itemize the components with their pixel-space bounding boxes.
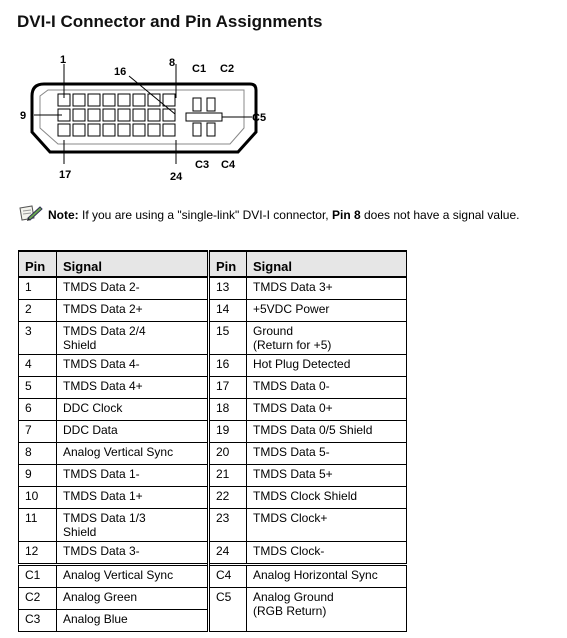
signal-line: TMDS Data 5- bbox=[253, 445, 330, 459]
signal-line: TMDS Data 5+ bbox=[253, 467, 333, 481]
signal-name: Analog Green bbox=[57, 588, 209, 610]
dvi-i-connector-diagram bbox=[0, 46, 300, 196]
pin-number: 12 bbox=[19, 542, 57, 565]
signal-name: Analog Vertical Sync bbox=[57, 565, 209, 588]
pin-number: 19 bbox=[209, 421, 247, 443]
pin-number: 23 bbox=[209, 509, 247, 542]
signal-name bbox=[247, 277, 407, 300]
signal-name bbox=[57, 421, 209, 443]
signal-line: TMDS Data 0- bbox=[253, 379, 330, 393]
pin-socket bbox=[103, 94, 115, 106]
signal-name bbox=[57, 355, 209, 377]
signal-line: (Return for +5) bbox=[253, 338, 332, 352]
pin-number: 1 bbox=[19, 277, 57, 300]
signal-line: TMDS Data 2- bbox=[63, 280, 140, 294]
pin-number: 16 bbox=[209, 355, 247, 377]
pin-socket bbox=[88, 124, 100, 136]
pin-socket bbox=[118, 94, 130, 106]
pin-number: 10 bbox=[19, 487, 57, 509]
pin-number: 20 bbox=[209, 443, 247, 465]
pin-number: 4 bbox=[19, 355, 57, 377]
pin-socket bbox=[133, 124, 145, 136]
note-pencil-icon bbox=[18, 204, 44, 225]
pin-number: C2 bbox=[19, 588, 57, 610]
note-text-after: does not have a signal value. bbox=[360, 208, 520, 222]
pin-number: 24 bbox=[209, 542, 247, 565]
pin-socket bbox=[118, 124, 130, 136]
pin-socket bbox=[148, 124, 160, 136]
header-signal-2: Signal bbox=[247, 251, 407, 277]
pin-label-17: 17 bbox=[59, 169, 72, 181]
pin-label-9: 9 bbox=[20, 110, 27, 122]
pin-number: C5 bbox=[209, 588, 247, 632]
signal-name bbox=[57, 377, 209, 399]
signal-line: Ground bbox=[253, 324, 294, 338]
pin-label-c2: C2 bbox=[220, 63, 235, 75]
pin-number: 2 bbox=[19, 300, 57, 322]
signal-name bbox=[247, 421, 407, 443]
signal-name bbox=[247, 542, 407, 565]
pin-socket bbox=[133, 109, 145, 121]
signal-name bbox=[247, 443, 407, 465]
single-link-note bbox=[18, 204, 563, 225]
pin-number: 6 bbox=[19, 399, 57, 421]
signal-line: Shield bbox=[63, 525, 97, 539]
pin-socket bbox=[118, 109, 130, 121]
header-pin: Pin bbox=[19, 251, 57, 277]
signal-name bbox=[57, 399, 209, 421]
pin-label-1: 1 bbox=[60, 54, 67, 66]
table-header-row bbox=[19, 251, 407, 277]
table-row bbox=[19, 465, 407, 487]
table-row bbox=[19, 509, 407, 542]
pin-number: C4 bbox=[209, 565, 247, 588]
signal-name bbox=[247, 377, 407, 399]
table-row bbox=[19, 443, 407, 465]
pin-label-c1: C1 bbox=[192, 63, 207, 75]
pin-number: 11 bbox=[19, 509, 57, 542]
signal-name bbox=[57, 277, 209, 300]
signal-name bbox=[247, 588, 407, 632]
pin-socket bbox=[103, 109, 115, 121]
signal-name bbox=[247, 355, 407, 377]
signal-line: Analog Ground bbox=[253, 590, 334, 604]
note-label: Note: bbox=[48, 208, 79, 222]
pin-socket bbox=[163, 109, 175, 121]
header-pin-2: Pin bbox=[209, 251, 247, 277]
pin-number: 17 bbox=[209, 377, 247, 399]
pin-number: 15 bbox=[209, 322, 247, 355]
signal-line: Shield bbox=[63, 338, 97, 352]
signal-name bbox=[57, 509, 209, 542]
pin-label-c5: C5 bbox=[252, 112, 267, 124]
signal-line: TMDS Data 1/3 bbox=[63, 511, 146, 525]
signal-name: Analog Horizontal Sync bbox=[247, 565, 407, 588]
pin-label-8: 8 bbox=[169, 57, 176, 69]
signal-name bbox=[247, 487, 407, 509]
signal-line: TMDS Data 0+ bbox=[253, 401, 333, 415]
signal-name bbox=[57, 542, 209, 565]
pin-socket bbox=[88, 109, 100, 121]
table-row bbox=[19, 277, 407, 300]
signal-line: TMDS Data 2/4 bbox=[63, 324, 146, 338]
signal-line: TMDS Data 3- bbox=[63, 544, 140, 558]
signal-name bbox=[247, 300, 407, 322]
signal-name bbox=[247, 509, 407, 542]
pin-number: C1 bbox=[19, 565, 57, 588]
table-row bbox=[19, 542, 407, 565]
signal-name bbox=[247, 322, 407, 355]
table-row bbox=[19, 355, 407, 377]
table-row bbox=[19, 399, 407, 421]
table-row-analog bbox=[19, 565, 407, 588]
signal-line: Analog Vertical Sync bbox=[63, 445, 174, 459]
pin-socket bbox=[73, 109, 85, 121]
signal-line: TMDS Data 0/5 Shield bbox=[253, 423, 373, 437]
table-row bbox=[19, 377, 407, 399]
pin-label-24: 24 bbox=[170, 171, 183, 183]
note-bold-pin: Pin 8 bbox=[331, 208, 361, 222]
table-row-analog bbox=[19, 588, 407, 610]
signal-line: DDC Clock bbox=[63, 401, 123, 415]
header-signal: Signal bbox=[57, 251, 209, 277]
table-row bbox=[19, 421, 407, 443]
pin-number: 21 bbox=[209, 465, 247, 487]
signal-line: TMDS Clock+ bbox=[253, 511, 328, 525]
pin-number: 22 bbox=[209, 487, 247, 509]
signal-name bbox=[247, 399, 407, 421]
pin-socket bbox=[58, 124, 70, 136]
pin-number: C3 bbox=[19, 610, 57, 632]
signal-line: Hot Plug Detected bbox=[253, 357, 351, 371]
pin-number: 9 bbox=[19, 465, 57, 487]
pin-number: 3 bbox=[19, 322, 57, 355]
signal-line: (RGB Return) bbox=[253, 604, 327, 618]
signal-line: TMDS Data 4- bbox=[63, 357, 140, 371]
signal-line: TMDS Data 1+ bbox=[63, 489, 143, 503]
signal-line: TMDS Data 3+ bbox=[253, 280, 333, 294]
pin-socket bbox=[103, 124, 115, 136]
pin-label-16: 16 bbox=[114, 66, 127, 78]
signal-line: +5VDC Power bbox=[253, 302, 330, 316]
signal-name bbox=[57, 300, 209, 322]
signal-line: TMDS Clock Shield bbox=[253, 489, 358, 503]
pin-socket bbox=[163, 124, 175, 136]
table-row bbox=[19, 300, 407, 322]
pin-number: 13 bbox=[209, 277, 247, 300]
signal-name: Analog Blue bbox=[57, 610, 209, 632]
table-row bbox=[19, 322, 407, 355]
signal-name bbox=[57, 322, 209, 355]
pin-number: 14 bbox=[209, 300, 247, 322]
pin-label-c3: C3 bbox=[195, 159, 210, 171]
signal-name bbox=[57, 465, 209, 487]
pin-number: 5 bbox=[19, 377, 57, 399]
signal-name bbox=[57, 487, 209, 509]
pin-socket bbox=[73, 124, 85, 136]
signal-line: TMDS Data 1- bbox=[63, 467, 140, 481]
note-text-before: If you are using a "single-link" DVI-I connector, bbox=[78, 208, 332, 222]
pin-socket bbox=[148, 109, 160, 121]
table-row bbox=[19, 487, 407, 509]
pin-socket bbox=[73, 94, 85, 106]
pin-number: 18 bbox=[209, 399, 247, 421]
signal-line: TMDS Data 2+ bbox=[63, 302, 143, 316]
signal-name bbox=[247, 465, 407, 487]
pin-label-c4: C4 bbox=[221, 159, 236, 171]
pin-assignment-table bbox=[18, 250, 407, 632]
signal-line: TMDS Clock- bbox=[253, 544, 325, 558]
signal-name bbox=[57, 443, 209, 465]
signal-line: TMDS Data 4+ bbox=[63, 379, 143, 393]
pin-socket bbox=[133, 94, 145, 106]
page-title: DVI-I Connector and Pin Assignments bbox=[17, 12, 323, 31]
pin-socket bbox=[88, 94, 100, 106]
pin-socket bbox=[163, 94, 175, 106]
pin-number: 7 bbox=[19, 421, 57, 443]
pin-number: 8 bbox=[19, 443, 57, 465]
signal-line: DDC Data bbox=[63, 423, 118, 437]
